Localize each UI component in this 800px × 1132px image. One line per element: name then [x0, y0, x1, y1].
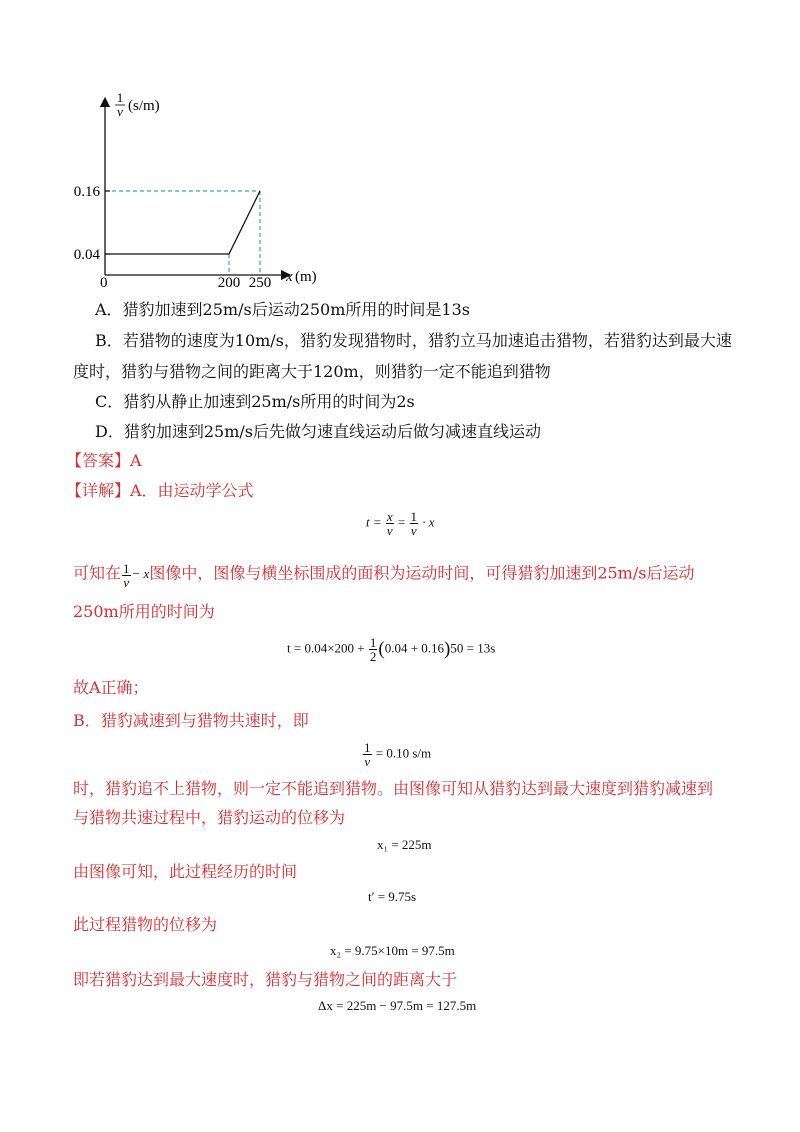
x-tick-label-1: 250	[248, 275, 272, 288]
option-b-line1: B．若猎物的速度为10m/s，猎豹发现猎物时，猎豹立马加速追击猎物，若猎豹达到最大速	[95, 331, 732, 350]
formula-2: t = 0.04×200 + $\frac{1}{2}$ (0.04 + 0.16)50 = 13s	[287, 635, 496, 664]
b-line-1: 时，猎豹追不上猎物，则一定不能追到猎物。由图像可知从猎豹达到最大速度到猎豹减速到	[73, 779, 714, 798]
y-label-denominator: v	[117, 104, 123, 119]
formula-6: x₂ = 9.75×10m = 97.5m	[330, 943, 455, 958]
y-tick-label-0: 0.16	[73, 184, 100, 200]
b-line-3: 由图像可知，此过程经历的时间	[73, 862, 298, 881]
b-line-4: 此过程猎物的位移为	[73, 915, 218, 934]
velocity-inverse-chart	[60, 88, 350, 288]
formula-7: Δx = 225m − 97.5m = 127.5m	[318, 998, 477, 1013]
formula-5: t′ = 9.75s	[368, 889, 417, 904]
b-line-2: 与猎物共速过程中，猎豹运动的位移为	[73, 808, 346, 827]
y-label-unit: (s/m)	[128, 98, 160, 114]
y-label-numerator: 1	[116, 90, 124, 105]
x-tick-label-0: 200	[217, 275, 241, 288]
a-correct: 故A正确；	[73, 678, 149, 697]
formula-4: x₁ = 225m	[377, 837, 432, 852]
b-intro: B．猎豹减速到与猎物共速时，即	[73, 711, 309, 730]
x-label-unit: (m)	[295, 269, 317, 285]
option-a: A．猎豹加速到25m/s后运动250m所用的时间是13s	[95, 300, 470, 319]
b-line-5: 即若猎豹达到最大速度时，猎豹与猎物之间的距离大于	[73, 970, 458, 989]
data-series-line	[105, 191, 260, 254]
formula-3: $\frac{1}{v}$ = 0.10 s/m	[364, 740, 432, 769]
answer-line: 【答案】A	[66, 451, 142, 470]
origin-label: 0	[100, 275, 108, 288]
x-label-var: x	[286, 269, 293, 285]
y-tick-label-1: 0.04	[73, 247, 100, 263]
detail-line: 【详解】A．由运动学公式	[66, 481, 254, 500]
option-c: C．猎豹从静止加速到25m/s所用的时间为2s	[95, 392, 415, 411]
formula-1: t = $\frac{x}{v}$ = $\frac{1}{v}$ · x	[366, 509, 435, 538]
option-d: D．猎豹加速到25m/s后先做匀速直线运动后做匀减速直线运动	[95, 422, 541, 441]
graph-area-line: 可知在 $\frac{1}{v}$ − x图像中，图像与横坐标围成的面积为运动时间，可得猎豹加速到25m/s后运动	[73, 561, 695, 590]
option-b-line2: 度时，猎豹与猎物之间的距离大于120m，则猎豹一定不能追到猎物	[73, 362, 551, 381]
line-250m: 250m所用的时间为	[73, 602, 215, 621]
